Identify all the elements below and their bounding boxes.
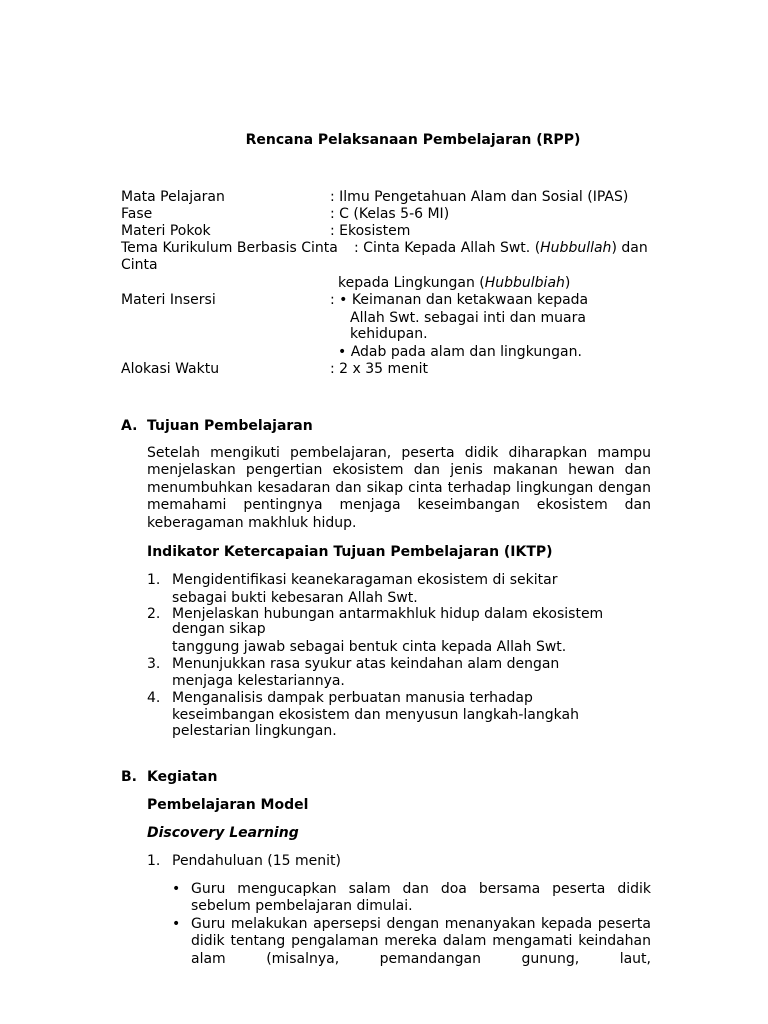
iktp-item-1-line2: sebagai bukti kebesaran Allah Swt. bbox=[172, 590, 418, 606]
bullet-1-text: Guru mengucapkan salam dan doa bersama peserta didik sebelum pembelajaran dimulai. bbox=[191, 881, 651, 915]
section-a-heading: Tujuan Pembelajaran bbox=[147, 418, 313, 434]
mata-pelajaran-value: : Ilmu Pengetahuan Alam dan Sosial (IPAS) bbox=[330, 189, 629, 205]
materi-insersi-line2: Allah Swt. sebagai inti dan muara bbox=[350, 310, 586, 326]
iktp-num-1: 1. bbox=[147, 572, 161, 588]
bullet-1-marker: • bbox=[172, 881, 181, 897]
iktp-num-2: 2. bbox=[147, 606, 161, 622]
tema-wrap: Cinta bbox=[121, 257, 158, 273]
step1-label: Pendahuluan (15 menit) bbox=[172, 853, 341, 869]
materi-insersi-line3: kehidupan. bbox=[350, 326, 428, 342]
alokasi-label: Alokasi Waktu bbox=[121, 361, 220, 377]
materi-insersi-line1: : • Keimanan dan ketakwaan kepada bbox=[330, 292, 589, 308]
page-title: Rencana Pelaksanaan Pembelajaran (RPP) bbox=[245, 132, 581, 148]
mata-pelajaran-label: Mata Pelajaran bbox=[121, 189, 225, 205]
iktp-item-2-line3: tanggung jawab sebagai bentuk cinta kepada Allah Swt. bbox=[172, 639, 567, 655]
tujuan-paragraph: Setelah mengikuti pembelajaran, peserta didik diharapkan mampu menjelaskan pengertian ekosistem dan jenis makanan hewan dan menumbuhkan kesadaran dan sikap cinta terhadap lingkungan dengan memahami pentingnya menjaga keseimbangan ekosistem dan keberagaman makhluk hidup. bbox=[147, 445, 651, 531]
iktp-item-4-line2: keseimbangan ekosistem dan menyusun langkah-langkah bbox=[172, 707, 579, 723]
fase-label: Fase bbox=[121, 206, 153, 222]
iktp-item-2-line1: Menjelaskan hubungan antarmakhluk hidup dalam ekosistem bbox=[172, 606, 604, 622]
iktp-item-3-line1: Menunjukkan rasa syukur atas keindahan alam dengan bbox=[172, 656, 560, 672]
iktp-heading: Indikator Ketercapaian Tujuan Pembelajaran (IKTP) bbox=[147, 544, 553, 560]
materi-pokok-value: : Ekosistem bbox=[330, 223, 411, 239]
iktp-item-1-line1: Mengidentifikasi keanekaragaman ekosistem di sekitar bbox=[172, 572, 558, 588]
bullet-2-text: Guru melakukan apersepsi dengan menanyakan kepada peserta didik tentang pengalaman mereka dalam mengamati keindahan alam (misalnya, pemandangan gunung, laut, bbox=[191, 916, 651, 967]
materi-pokok-label: Materi Pokok bbox=[121, 223, 211, 239]
iktp-num-4: 4. bbox=[147, 690, 161, 706]
iktp-item-4-line1: Menganalisis dampak perbuatan manusia terhadap bbox=[172, 690, 533, 706]
materi-insersi-line4: • Adab pada alam dan lingkungan. bbox=[338, 344, 582, 360]
bullet-2-marker: • bbox=[172, 916, 181, 932]
iktp-item-4-line3: pelestarian lingkungan. bbox=[172, 723, 337, 739]
model-heading: Pembelajaran Model bbox=[147, 797, 309, 813]
fase-value: : C (Kelas 5-6 MI) bbox=[330, 206, 450, 222]
tema-value-line2: kepada Lingkungan (Hubbulbiah) bbox=[338, 275, 571, 291]
tema-label: Tema Kurikulum Berbasis Cinta bbox=[121, 240, 338, 256]
section-a-letter: A. bbox=[121, 418, 138, 434]
section-b-heading: Kegiatan bbox=[147, 769, 218, 785]
iktp-item-3-line2: menjaga kelestariannya. bbox=[172, 673, 345, 689]
iktp-item-2-line2: dengan sikap bbox=[172, 621, 266, 637]
tema-value: : Cinta Kepada Allah Swt. (Hubbullah) dan bbox=[354, 240, 648, 256]
section-b-letter: B. bbox=[121, 769, 137, 785]
materi-insersi-label: Materi Insersi bbox=[121, 292, 216, 308]
alokasi-value: : 2 x 35 menit bbox=[330, 361, 429, 377]
step1-num: 1. bbox=[147, 853, 161, 869]
iktp-num-3: 3. bbox=[147, 656, 161, 672]
model-name: Discovery Learning bbox=[147, 825, 299, 841]
